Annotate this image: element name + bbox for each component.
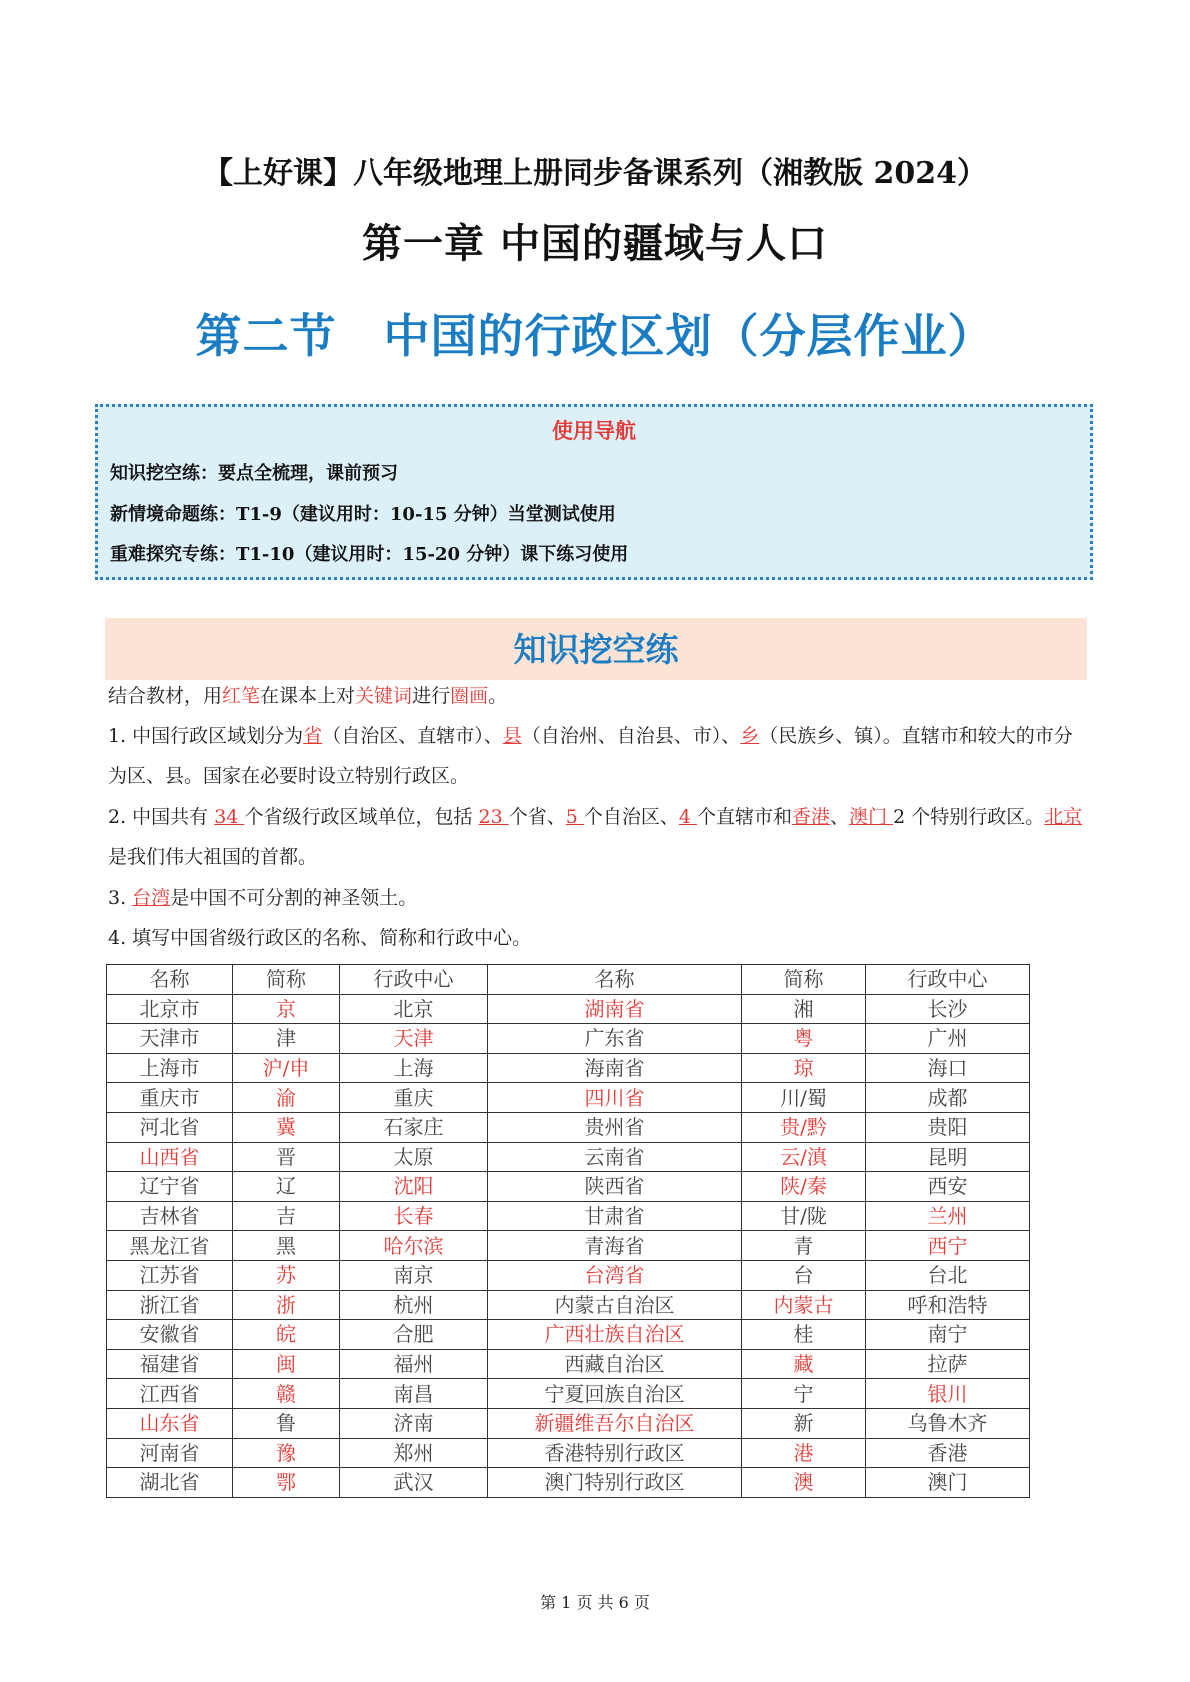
table-cell: 贵阳 [866, 1112, 1030, 1142]
navigation-line-new-context: 新情境命题练：T1-9（建议用时：10-15 分钟）当堂测试使用 [110, 504, 616, 525]
table-cell-answer: 贵/黔 [742, 1112, 866, 1142]
table-cell: 宁 [742, 1379, 866, 1409]
table-cell: 桂 [742, 1320, 866, 1350]
table-cell: 江苏省 [107, 1260, 233, 1290]
table-cell: 南京 [340, 1260, 488, 1290]
table-cell: 北京市 [107, 994, 233, 1024]
table-cell: 甘肃省 [488, 1201, 742, 1231]
table-cell: 呼和浩特 [866, 1290, 1030, 1320]
table-cell: 澳门 [866, 1468, 1030, 1498]
table-row [107, 1053, 1030, 1083]
table-cell: 吉林省 [107, 1201, 233, 1231]
table-cell-answer: 京 [233, 994, 340, 1024]
answer-blank: 23 [478, 806, 509, 828]
answer-blank: 省 [303, 725, 323, 747]
table-cell-answer: 豫 [233, 1438, 340, 1468]
table-cell-answer: 皖 [233, 1320, 340, 1350]
table-cell-answer: 哈尔滨 [340, 1231, 488, 1261]
table-cell: 津 [233, 1024, 340, 1054]
table-cell: 澳门特别行政区 [488, 1468, 742, 1498]
table-cell-answer: 银川 [866, 1379, 1030, 1409]
table-cell-answer: 天津 [340, 1024, 488, 1054]
navigation-title: 使用导航 [552, 418, 636, 443]
province-table [106, 964, 1030, 1498]
table-cell: 海口 [866, 1053, 1030, 1083]
table-cell: 台 [742, 1260, 866, 1290]
table-row [107, 1260, 1030, 1290]
table-cell: 黑龙江省 [107, 1231, 233, 1261]
table-cell-answer: 港 [742, 1438, 866, 1468]
table-cell-answer: 沪/申 [233, 1053, 340, 1083]
table-cell-answer: 鄂 [233, 1468, 340, 1498]
table-cell-answer: 澳 [742, 1468, 866, 1498]
answer-blank: 北京 [1044, 806, 1083, 828]
table-cell-answer: 粤 [742, 1024, 866, 1054]
table-cell: 云南省 [488, 1142, 742, 1172]
table-cell: 济南 [340, 1408, 488, 1438]
answer-blank: 台湾 [132, 887, 171, 909]
table-cell: 重庆 [340, 1083, 488, 1113]
series-title: 【上好课】八年级地理上册同步备课系列（湘教版 2024） [203, 156, 987, 191]
question-2: 2. 中国共有 34 个省级行政区域单位，包括 23 个省、5 个自治区、4 个直辖市和香港、澳门 2 个特别行政区。北京是我们伟大祖国的首都。 [108, 806, 1083, 868]
table-cell: 湖北省 [107, 1468, 233, 1498]
table-row [107, 1468, 1030, 1498]
table-cell-answer: 陕/秦 [742, 1172, 866, 1202]
table-cell-answer: 山东省 [107, 1408, 233, 1438]
navigation-line-key-difficult: 重难探究专练：T1-10（建议用时：15-20 分钟）课下练习使用 [110, 544, 629, 565]
table-cell-answer: 台湾省 [488, 1260, 742, 1290]
table-cell-answer: 琼 [742, 1053, 866, 1083]
table-cell-answer: 苏 [233, 1260, 340, 1290]
table-cell: 海南省 [488, 1053, 742, 1083]
knowledge-section-title: 知识挖空练 [513, 630, 679, 669]
table-cell: 天津市 [107, 1024, 233, 1054]
table-cell: 郑州 [340, 1438, 488, 1468]
table-cell: 青海省 [488, 1231, 742, 1261]
table-row [107, 1379, 1030, 1409]
table-cell-answer: 沈阳 [340, 1172, 488, 1202]
table-row [107, 1408, 1030, 1438]
table-row [107, 1172, 1030, 1202]
table-cell: 新 [742, 1408, 866, 1438]
table-row [107, 1142, 1030, 1172]
table-row [107, 1112, 1030, 1142]
table-cell: 南宁 [866, 1320, 1030, 1350]
table-cell-answer: 西宁 [866, 1231, 1030, 1261]
table-cell-answer: 广西壮族自治区 [488, 1320, 742, 1350]
table-cell-answer: 新疆维吾尔自治区 [488, 1408, 742, 1438]
table-cell: 北京 [340, 994, 488, 1024]
table-cell: 浙江省 [107, 1290, 233, 1320]
table-cell: 黑 [233, 1231, 340, 1261]
table-cell-answer: 四川省 [488, 1083, 742, 1113]
table-row [107, 1201, 1030, 1231]
table-cell: 香港 [866, 1438, 1030, 1468]
table-cell: 福州 [340, 1349, 488, 1379]
answer-blank: 34 [214, 806, 245, 828]
table-cell: 重庆市 [107, 1083, 233, 1113]
table-row [107, 1231, 1030, 1261]
table-row [107, 1083, 1030, 1113]
table-cell: 广州 [866, 1024, 1030, 1054]
header-abbr: 简称 [742, 965, 866, 995]
table-cell: 辽 [233, 1172, 340, 1202]
table-cell: 合肥 [340, 1320, 488, 1350]
table-cell-answer: 长春 [340, 1201, 488, 1231]
table-cell: 川/蜀 [742, 1083, 866, 1113]
table-cell: 西安 [866, 1172, 1030, 1202]
question-4: 4. 填写中国省级行政区的名称、简称和行政中心。 [108, 927, 532, 949]
table-cell-answer: 闽 [233, 1349, 340, 1379]
table-cell: 太原 [340, 1142, 488, 1172]
table-cell-answer: 兰州 [866, 1201, 1030, 1231]
knowledge-section-band [105, 618, 1087, 680]
page-total: 6 [618, 1593, 629, 1612]
table-cell: 石家庄 [340, 1112, 488, 1142]
table-row [107, 1024, 1030, 1054]
usage-navigation-box [95, 404, 1093, 580]
table-cell: 福建省 [107, 1349, 233, 1379]
answer-blank: 香港 [792, 806, 831, 828]
table-cell: 江西省 [107, 1379, 233, 1409]
table-cell: 内蒙古自治区 [488, 1290, 742, 1320]
table-cell-answer: 藏 [742, 1349, 866, 1379]
table-cell: 鲁 [233, 1408, 340, 1438]
table-cell: 安徽省 [107, 1320, 233, 1350]
table-cell: 河南省 [107, 1438, 233, 1468]
table-cell-answer: 浙 [233, 1290, 340, 1320]
section-title: 第二节 中国的行政区划（分层作业） [195, 309, 995, 363]
intro-instruction: 结合教材，用红笔在课本上对关键词进行圈画。 [108, 685, 508, 707]
table-cell-answer: 冀 [233, 1112, 340, 1142]
answer-blank: 澳门 [849, 806, 894, 828]
answer-blank: 5 [565, 806, 584, 828]
table-header-row [107, 965, 1030, 995]
table-row [107, 1438, 1030, 1468]
table-cell: 长沙 [866, 994, 1030, 1024]
page-number: 1 [561, 1593, 572, 1612]
table-cell: 杭州 [340, 1290, 488, 1320]
table-row [107, 994, 1030, 1024]
table-cell: 广东省 [488, 1024, 742, 1054]
table-cell-answer: 内蒙古 [742, 1290, 866, 1320]
page-footer: 第 1 页 共 6 页 [540, 1593, 650, 1612]
header-capital: 行政中心 [866, 965, 1030, 995]
header-abbr: 简称 [233, 965, 340, 995]
table-cell: 晋 [233, 1142, 340, 1172]
table-cell: 贵州省 [488, 1112, 742, 1142]
question-3: 3. 台湾是中国不可分割的神圣领土。 [108, 887, 418, 909]
table-cell-answer: 山西省 [107, 1142, 233, 1172]
table-cell-answer: 湖南省 [488, 994, 742, 1024]
table-cell: 拉萨 [866, 1349, 1030, 1379]
header-name: 名称 [488, 965, 742, 995]
table-cell: 宁夏回族自治区 [488, 1379, 742, 1409]
table-row [107, 1349, 1030, 1379]
table-cell: 香港特别行政区 [488, 1438, 742, 1468]
table-cell-answer: 渝 [233, 1083, 340, 1113]
table-cell: 陕西省 [488, 1172, 742, 1202]
table-cell: 甘/陇 [742, 1201, 866, 1231]
table-cell: 昆明 [866, 1142, 1030, 1172]
answer-blank: 乡 [740, 725, 760, 747]
question-1: 1. 中国行政区域划分为省（自治区、直辖市）、县（自治州、自治县、市）、乡（民族乡、镇）。直辖市和较大的市分为区、县。国家在必要时设立特别行政区。 [108, 725, 1073, 787]
table-cell: 乌鲁木齐 [866, 1408, 1030, 1438]
table-cell: 西藏自治区 [488, 1349, 742, 1379]
table-cell: 上海 [340, 1053, 488, 1083]
table-cell: 河北省 [107, 1112, 233, 1142]
navigation-line-knowledge: 知识挖空练：要点全梳理，课前预习 [110, 463, 398, 484]
table-cell: 湘 [742, 994, 866, 1024]
answer-blank: 4 [678, 806, 698, 828]
header-name: 名称 [107, 965, 233, 995]
table-cell: 上海市 [107, 1053, 233, 1083]
table-cell: 武汉 [340, 1468, 488, 1498]
table-cell: 辽宁省 [107, 1172, 233, 1202]
table-cell-answer: 赣 [233, 1379, 340, 1409]
table-row [107, 1290, 1030, 1320]
table-cell: 青 [742, 1231, 866, 1261]
answer-blank: 县 [502, 725, 522, 747]
table-cell: 吉 [233, 1201, 340, 1231]
header-capital: 行政中心 [340, 965, 488, 995]
table-cell-answer: 云/滇 [742, 1142, 866, 1172]
table-cell: 南昌 [340, 1379, 488, 1409]
table-cell: 台北 [866, 1260, 1030, 1290]
chapter-title: 第一章 中国的疆域与人口 [362, 221, 828, 267]
table-cell: 成都 [866, 1083, 1030, 1113]
table-row [107, 1320, 1030, 1350]
